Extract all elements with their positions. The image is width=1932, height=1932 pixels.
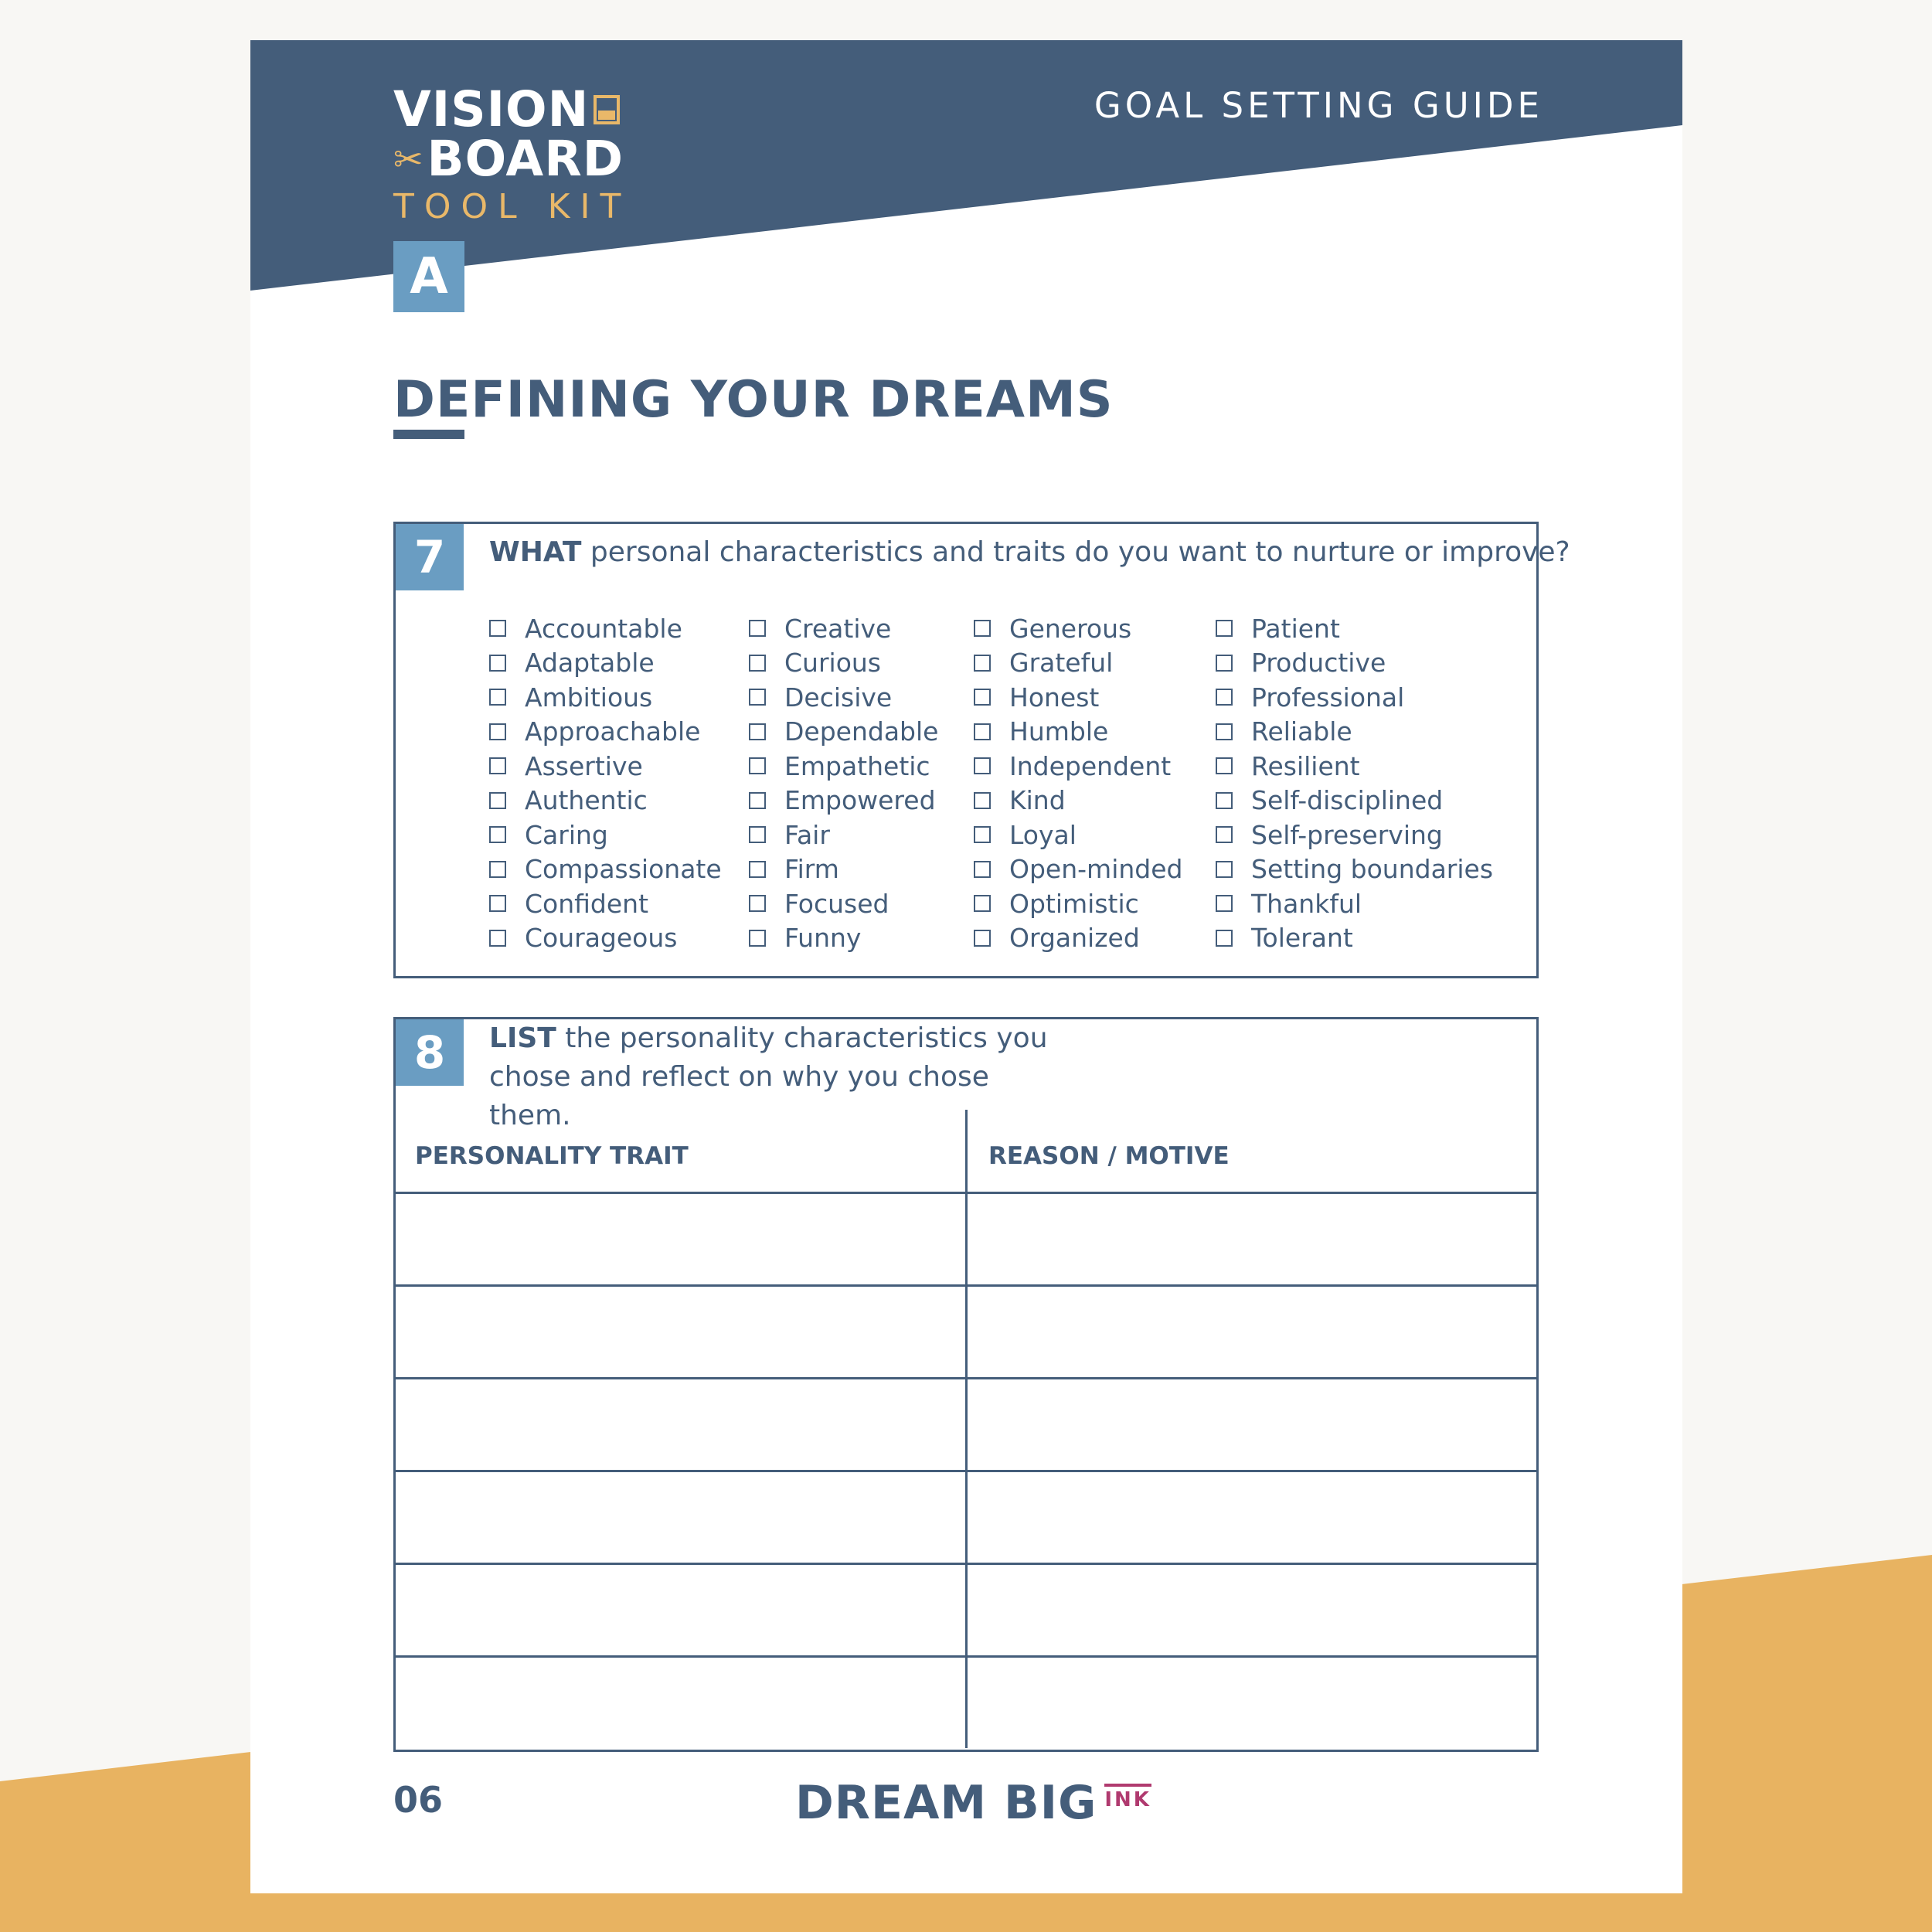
checkbox[interactable] <box>489 895 506 912</box>
column-header-trait: PERSONALITY TRAIT <box>415 1142 689 1170</box>
trait-label: Firm <box>784 854 839 885</box>
checkbox[interactable] <box>1216 757 1233 774</box>
trait-option[interactable] <box>749 680 938 715</box>
checkbox[interactable] <box>1216 655 1233 672</box>
question-7-box <box>393 522 1570 978</box>
trait-label: Funny <box>784 923 862 954</box>
checkbox[interactable] <box>489 655 506 672</box>
checkbox[interactable] <box>489 620 506 637</box>
trait-option[interactable] <box>974 611 1182 646</box>
trait-label: Authentic <box>525 785 648 816</box>
trait-option[interactable] <box>749 886 938 921</box>
trait-option[interactable] <box>489 646 722 681</box>
traits-checklist <box>396 611 1536 954</box>
trait-option[interactable] <box>489 749 722 784</box>
trait-label: Courageous <box>525 923 678 954</box>
table-row <box>396 1658 1536 1748</box>
page-title: DEFINING YOUR DREAMS <box>393 371 1114 429</box>
trait-cell[interactable] <box>396 1658 968 1748</box>
trait-label: Empathetic <box>784 750 930 781</box>
checkbox[interactable] <box>974 792 991 809</box>
question-7-prompt <box>489 533 1570 572</box>
table-row <box>396 1472 1536 1565</box>
trait-cell[interactable] <box>396 1287 968 1377</box>
checkbox[interactable] <box>974 895 991 912</box>
question-8-box <box>393 1017 1539 1752</box>
checkbox[interactable] <box>974 930 991 947</box>
trait-label: Empowered <box>784 785 936 816</box>
trait-option[interactable] <box>749 749 938 784</box>
checkbox[interactable] <box>749 895 766 912</box>
column-divider <box>965 1110 968 1192</box>
logo-line-1: VISION <box>393 81 590 138</box>
column-header-reason: REASON / MOTIVE <box>988 1142 1230 1170</box>
checkbox[interactable] <box>489 826 506 843</box>
trait-label: Kind <box>1009 785 1066 816</box>
brand-name: DREAM BIG <box>795 1776 1097 1830</box>
trait-option[interactable] <box>489 886 722 921</box>
trait-option[interactable] <box>749 784 938 818</box>
trait-option[interactable] <box>1216 886 1493 921</box>
trait-label: Curious <box>784 648 881 679</box>
traits-column-4 <box>1216 611 1493 955</box>
trait-label: Approachable <box>525 716 701 747</box>
trait-label: Loyal <box>1009 819 1077 850</box>
checkbox[interactable] <box>489 757 506 774</box>
trait-label: Focused <box>784 888 889 919</box>
logo-line-2: BOARD <box>427 131 624 187</box>
trait-label: Creative <box>784 613 892 644</box>
trait-label: Generous <box>1009 613 1132 644</box>
traits-column-3 <box>974 611 1182 955</box>
trait-label: Confident <box>525 888 649 919</box>
trait-cell[interactable] <box>396 1472 968 1563</box>
page-number: 06 <box>393 1779 444 1821</box>
trait-label: Patient <box>1251 613 1340 644</box>
trait-option[interactable] <box>974 852 1182 887</box>
trait-label: Assertive <box>525 750 643 781</box>
trait-option[interactable] <box>489 784 722 818</box>
trait-label: Self-disciplined <box>1251 785 1444 816</box>
trait-option[interactable] <box>974 818 1182 852</box>
question-lead: LIST <box>489 1022 556 1054</box>
checkbox[interactable] <box>489 792 506 809</box>
trait-option[interactable] <box>749 852 938 887</box>
trait-label: Honest <box>1009 682 1100 713</box>
trait-option[interactable] <box>489 611 722 646</box>
trait-label: Decisive <box>784 682 893 713</box>
trait-option[interactable] <box>974 715 1182 750</box>
checkbox[interactable] <box>974 861 991 878</box>
reason-cell[interactable] <box>968 1379 1536 1470</box>
worksheet-page <box>250 40 1682 1893</box>
trait-label: Optimistic <box>1009 888 1139 919</box>
trait-label: Caring <box>525 819 608 850</box>
trait-option[interactable] <box>1216 784 1493 818</box>
table-row <box>396 1379 1536 1472</box>
checkbox[interactable] <box>749 757 766 774</box>
checkbox[interactable] <box>974 655 991 672</box>
checkbox[interactable] <box>1216 689 1233 706</box>
trait-option[interactable] <box>749 611 938 646</box>
trait-label: Professional <box>1251 682 1405 713</box>
trait-option[interactable] <box>974 646 1182 681</box>
trait-label: Self-preserving <box>1251 819 1443 850</box>
trait-option[interactable] <box>489 921 722 956</box>
table-row <box>396 1565 1536 1658</box>
trait-label: Grateful <box>1009 648 1114 679</box>
trait-option[interactable] <box>489 715 722 750</box>
trait-label: Independent <box>1009 750 1172 781</box>
traits-reflection-table <box>396 1110 1536 1748</box>
checkbox[interactable] <box>974 620 991 637</box>
checkbox[interactable] <box>749 930 766 947</box>
trait-label: Open-minded <box>1009 854 1183 885</box>
checkbox[interactable] <box>1216 620 1233 637</box>
table-row <box>396 1194 1536 1287</box>
trait-label: Accountable <box>525 613 682 644</box>
trait-label: Thankful <box>1251 888 1362 919</box>
reason-cell[interactable] <box>968 1565 1536 1655</box>
trait-label: Adaptable <box>525 648 655 679</box>
checkbox[interactable] <box>1216 792 1233 809</box>
table-row <box>396 1287 1536 1379</box>
checkbox[interactable] <box>489 930 506 947</box>
picture-frame-icon <box>594 95 620 124</box>
checkbox[interactable] <box>974 689 991 706</box>
trait-label: Resilient <box>1251 750 1360 781</box>
checkbox[interactable] <box>1216 826 1233 843</box>
question-text: personal characteristics and traits do you want to nurture or improve? <box>581 536 1570 568</box>
checkbox[interactable] <box>1216 895 1233 912</box>
reason-cell[interactable] <box>968 1472 1536 1563</box>
section-tab: A <box>393 241 464 312</box>
dream-big-ink-logo <box>795 1776 1151 1830</box>
trait-label: Reliable <box>1251 716 1352 747</box>
trait-option[interactable] <box>749 818 938 852</box>
trait-label: Fair <box>784 819 830 850</box>
checkbox[interactable] <box>749 655 766 672</box>
trait-option[interactable] <box>1216 611 1493 646</box>
question-number: 7 <box>396 524 464 590</box>
checkbox[interactable] <box>1216 723 1233 740</box>
trait-option[interactable] <box>974 886 1182 921</box>
title-underline <box>393 430 464 439</box>
checkbox[interactable] <box>749 689 766 706</box>
trait-cell[interactable] <box>396 1194 968 1284</box>
trait-option[interactable] <box>749 646 938 681</box>
trait-option[interactable] <box>489 680 722 715</box>
trait-label: Ambitious <box>525 682 653 713</box>
checkbox[interactable] <box>489 861 506 878</box>
reason-cell[interactable] <box>968 1287 1536 1377</box>
trait-option[interactable] <box>489 818 722 852</box>
checkbox[interactable] <box>749 861 766 878</box>
logo-line-3: TOOL KIT <box>393 187 631 226</box>
reason-cell[interactable] <box>968 1658 1536 1748</box>
traits-column-1 <box>489 611 722 955</box>
trait-cell[interactable] <box>396 1379 968 1470</box>
trait-option[interactable] <box>974 680 1182 715</box>
checkbox[interactable] <box>489 723 506 740</box>
trait-option[interactable] <box>489 852 722 887</box>
trait-option[interactable] <box>1216 646 1493 681</box>
trait-option[interactable] <box>1216 818 1493 852</box>
trait-cell[interactable] <box>396 1565 968 1655</box>
checkbox[interactable] <box>749 723 766 740</box>
question-number: 8 <box>396 1019 464 1086</box>
trait-label: Tolerant <box>1251 923 1353 954</box>
vision-board-logo <box>393 81 631 230</box>
trait-label: Organized <box>1009 923 1140 954</box>
checkbox[interactable] <box>489 689 506 706</box>
trait-label: Productive <box>1251 648 1386 679</box>
trait-label: Dependable <box>784 716 939 747</box>
trait-option[interactable] <box>974 749 1182 784</box>
trait-option[interactable] <box>1216 749 1493 784</box>
checkbox[interactable] <box>749 792 766 809</box>
checkbox[interactable] <box>749 826 766 843</box>
checkbox[interactable] <box>749 620 766 637</box>
checkbox[interactable] <box>1216 861 1233 878</box>
checkbox[interactable] <box>974 826 991 843</box>
trait-option[interactable] <box>1216 852 1493 887</box>
question-text: the personality characteristics you chose and reflect on why you chose them. <box>489 1022 1048 1131</box>
guide-title: GOAL SETTING GUIDE <box>1094 85 1543 126</box>
question-lead: WHAT <box>489 536 582 568</box>
traits-column-2 <box>749 611 938 955</box>
checkbox[interactable] <box>974 723 991 740</box>
trait-label: Humble <box>1009 716 1109 747</box>
checkbox[interactable] <box>1216 930 1233 947</box>
trait-option[interactable] <box>974 921 1182 956</box>
trait-option[interactable] <box>1216 921 1493 956</box>
checkbox[interactable] <box>974 757 991 774</box>
trait-option[interactable] <box>1216 715 1493 750</box>
brand-suffix: INK <box>1104 1784 1151 1811</box>
trait-label: Setting boundaries <box>1251 854 1494 885</box>
trait-option[interactable] <box>749 715 938 750</box>
trait-option[interactable] <box>1216 680 1493 715</box>
reason-cell[interactable] <box>968 1194 1536 1284</box>
trait-option[interactable] <box>749 921 938 956</box>
table-header <box>396 1110 1536 1194</box>
trait-label: Compassionate <box>525 854 722 885</box>
trait-option[interactable] <box>974 784 1182 818</box>
scissors-icon: ✂ <box>393 138 424 180</box>
